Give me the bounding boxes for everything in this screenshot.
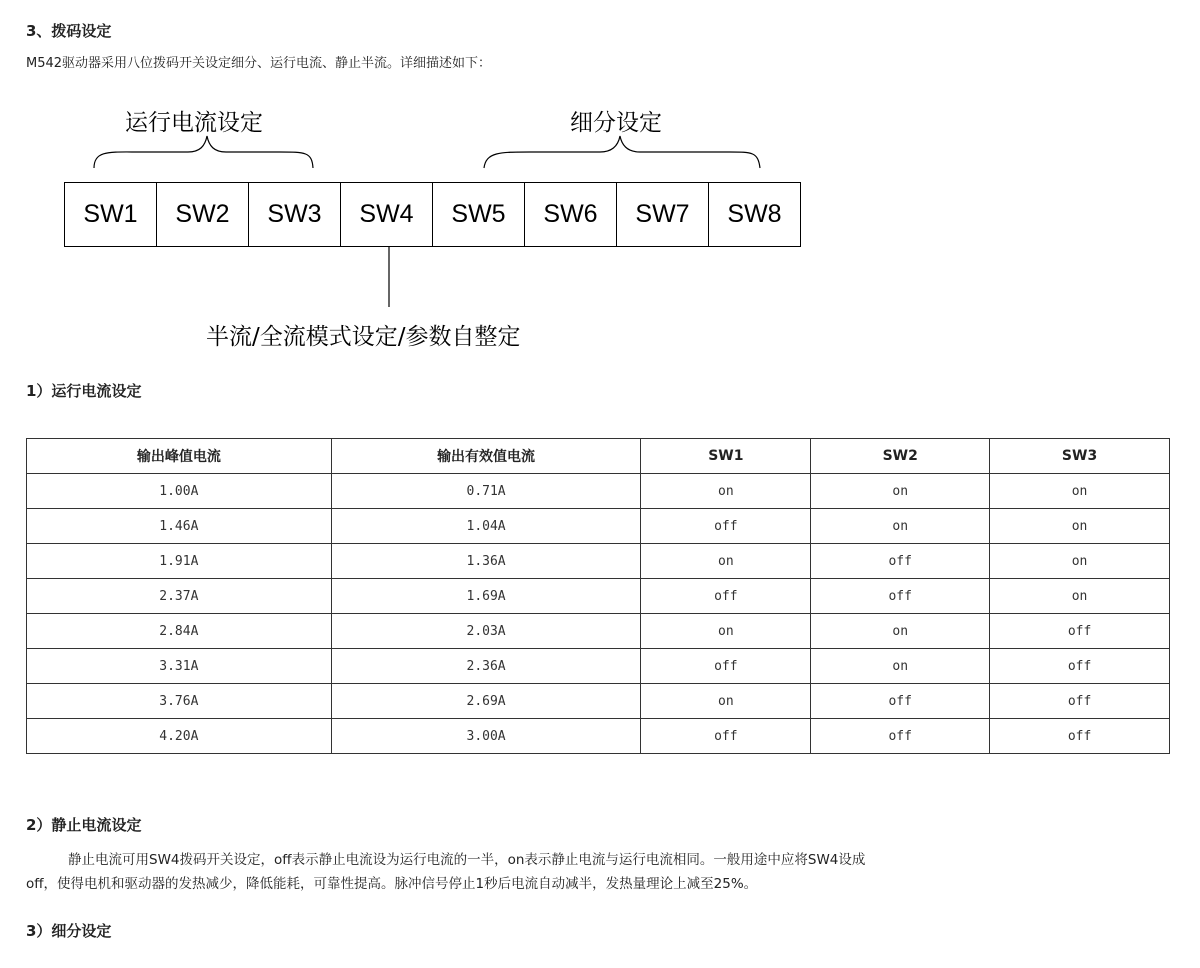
header-sw3: SW3 — [990, 439, 1170, 474]
table-cell: on — [641, 474, 811, 509]
table-row — [27, 684, 1170, 719]
table-row — [27, 509, 1170, 544]
table-cell: 1.91A — [27, 544, 332, 579]
brace-current — [94, 136, 313, 168]
table-row — [27, 719, 1170, 754]
switch-cell: SW2 — [157, 183, 249, 246]
table-cell: off — [990, 684, 1170, 719]
table-cell: on — [811, 649, 990, 684]
intro-text: M542驱动器采用八位拨码开关设定细分、运行电流、静止半流。详细描述如下： — [26, 56, 492, 71]
table-cell: 2.37A — [27, 579, 332, 614]
table-cell: off — [811, 579, 990, 614]
table-cell: 0.71A — [331, 474, 641, 509]
table-cell: 2.69A — [331, 684, 641, 719]
header-peak-current: 输出峰值电流 — [27, 439, 332, 474]
table-cell: on — [811, 474, 990, 509]
table-row — [27, 579, 1170, 614]
paragraph-line: off，使得电机和驱动器的发热减少，降低能耗，可靠性提高。脉冲信号停止1秒后电流自动减半，发热量理论上减至25%。 — [26, 876, 758, 892]
table-cell: 1.00A — [27, 474, 332, 509]
table-cell: on — [990, 544, 1170, 579]
table-row — [27, 649, 1170, 684]
table-row — [27, 474, 1170, 509]
header-rms-current: 输出有效值电流 — [331, 439, 641, 474]
table-cell: on — [990, 474, 1170, 509]
switch-cell: SW4 — [341, 183, 433, 246]
table-cell: on — [990, 579, 1170, 614]
table-row — [27, 544, 1170, 579]
header-sw1: SW1 — [641, 439, 811, 474]
brace-microstep — [484, 136, 760, 168]
label-current-setting: 运行电流设定 — [125, 110, 263, 136]
table-cell: off — [990, 614, 1170, 649]
table-row — [27, 614, 1170, 649]
table-cell: 3.00A — [331, 719, 641, 754]
subsection-title-2: 2）静止电流设定 — [26, 816, 142, 834]
table-cell: on — [811, 614, 990, 649]
subsection-title-3: 3）细分设定 — [26, 922, 112, 940]
switch-row — [64, 182, 801, 247]
section-title: 3、拨码设定 — [26, 22, 112, 40]
switch-cell: SW6 — [525, 183, 617, 246]
table-cell: off — [641, 719, 811, 754]
label-halfcurrent-setting: 半流/全流模式设定/参数自整定 — [206, 324, 521, 350]
label-microstep-setting: 细分设定 — [570, 110, 662, 136]
paragraph-line: 静止电流可用SW4拨码开关设定，off表示静止电流设为运行电流的一半，on表示静止电流与运行电流相同。一般用途中应将SW4设成 — [68, 852, 866, 868]
table-header-row — [27, 439, 1170, 474]
switch-cell: SW3 — [249, 183, 341, 246]
table-cell: off — [990, 649, 1170, 684]
switch-cell: SW1 — [65, 183, 157, 246]
switch-cell: SW7 — [617, 183, 709, 246]
subsection-title-1: 1）运行电流设定 — [26, 382, 142, 400]
table-cell: 1.36A — [331, 544, 641, 579]
table-cell: off — [641, 579, 811, 614]
table-cell: off — [641, 509, 811, 544]
table-cell: 1.04A — [331, 509, 641, 544]
table-cell: on — [811, 509, 990, 544]
table-cell: off — [641, 649, 811, 684]
table-cell: 1.46A — [27, 509, 332, 544]
current-table — [26, 438, 1170, 754]
table-cell: 4.20A — [27, 719, 332, 754]
table-cell: 1.69A — [331, 579, 641, 614]
table-cell: 2.03A — [331, 614, 641, 649]
table-cell: on — [641, 544, 811, 579]
header-sw2: SW2 — [811, 439, 990, 474]
table-cell: on — [641, 684, 811, 719]
table-cell: off — [811, 544, 990, 579]
table-cell: off — [990, 719, 1170, 754]
table-cell: 3.76A — [27, 684, 332, 719]
table-cell: 2.84A — [27, 614, 332, 649]
switch-cell: SW5 — [433, 183, 525, 246]
table-cell: off — [811, 719, 990, 754]
table-cell: 2.36A — [331, 649, 641, 684]
standstill-paragraph — [26, 848, 1176, 896]
table-cell: on — [641, 614, 811, 649]
table-cell: off — [811, 684, 990, 719]
switch-cell: SW8 — [727, 200, 782, 228]
table-cell: 3.31A — [27, 649, 332, 684]
table-cell: on — [990, 509, 1170, 544]
